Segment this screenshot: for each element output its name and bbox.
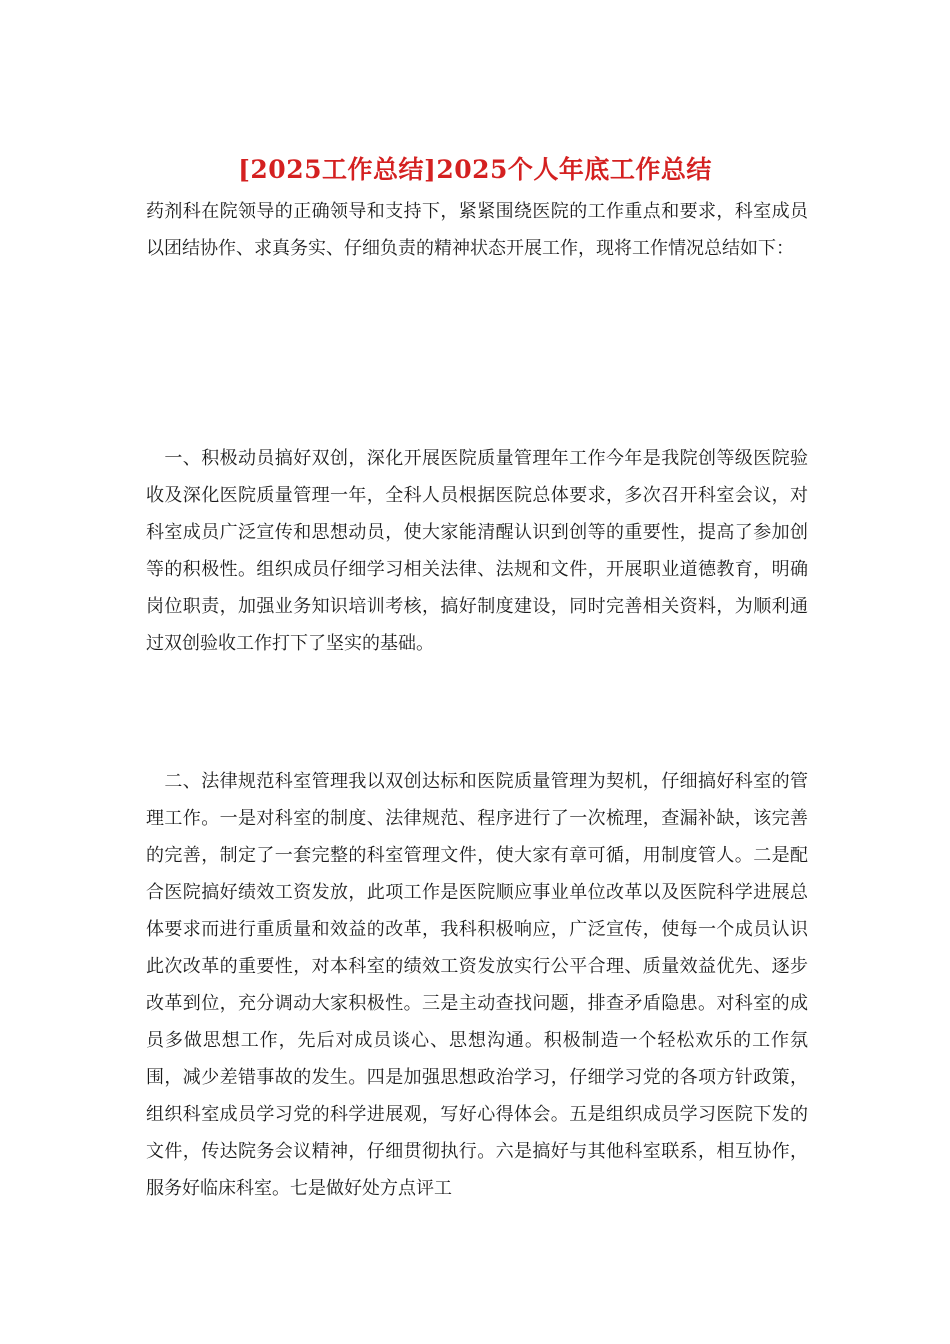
document-title: [2025工作总结]2025个人年底工作总结 bbox=[238, 155, 712, 184]
paragraph-section-one: 一、积极动员搞好双创，深化开展医院质量管理年工作今年是我院创等级医院验收及深化医院质量管理一年，全科人员根据医院总体要求，多次召开科室会议，对科室成员广泛宣传和思想动员，使大家能清醒认识到创等的重要性，提高了参加创等的积极性。组织成员仔细学习相关法律、法规和文件，开展职业道德教育，明确岗位职责，加强业务知识培训考核，搞好制度建设，同时完善相关资料，为顺利通过双创验收工作打下了坚实的基础。 bbox=[146, 448, 808, 654]
paragraph-section-two: 二、法律规范科室管理我以双创达标和医院质量管理为契机，仔细搞好科室的管理工作。一是对科室的制度、法律规范、程序进行了一次梳理，查漏补缺，该完善的完善，制定了一套完整的科室管理文件，使大家有章可循，用制度管人。二是配合医院搞好绩效工资发放，此项工作是医院顺应事业单位改革以及医院科学进展总体要求而进行重质量和效益的改革，我科积极响应，广泛宣传，使每一个成员认识此次改革的重要性，对本科室的绩效工资发放实行公平合理、质量效益优先、逐步改革到位，充分调动大家积极性。三是主动查找问题，排查矛盾隐患。对科室的成员多做思想工作，先后对成员谈心、思想沟通。积极制造一个轻松欢乐的工作氛围，减少差错事故的发生。四是加强思想政治学习，仔细学习党的各项方针政策，组织科室成员学习党的科学进展观，写好心得体会。五是组织成员学习医院下发的文件，传达院务会议精神，仔细贯彻执行。六是搞好与其他科室联系，相互协作，服务好临床科室。七是做好处方点评工 bbox=[146, 771, 808, 1199]
paragraph-intro: 药剂科在院领导的正确领导和支持下，紧紧围绕医院的工作重点和要求，科室成员以团结协作、求真务实、仔细负责的精神状态开展工作，现将工作情况总结如下： bbox=[146, 201, 808, 259]
